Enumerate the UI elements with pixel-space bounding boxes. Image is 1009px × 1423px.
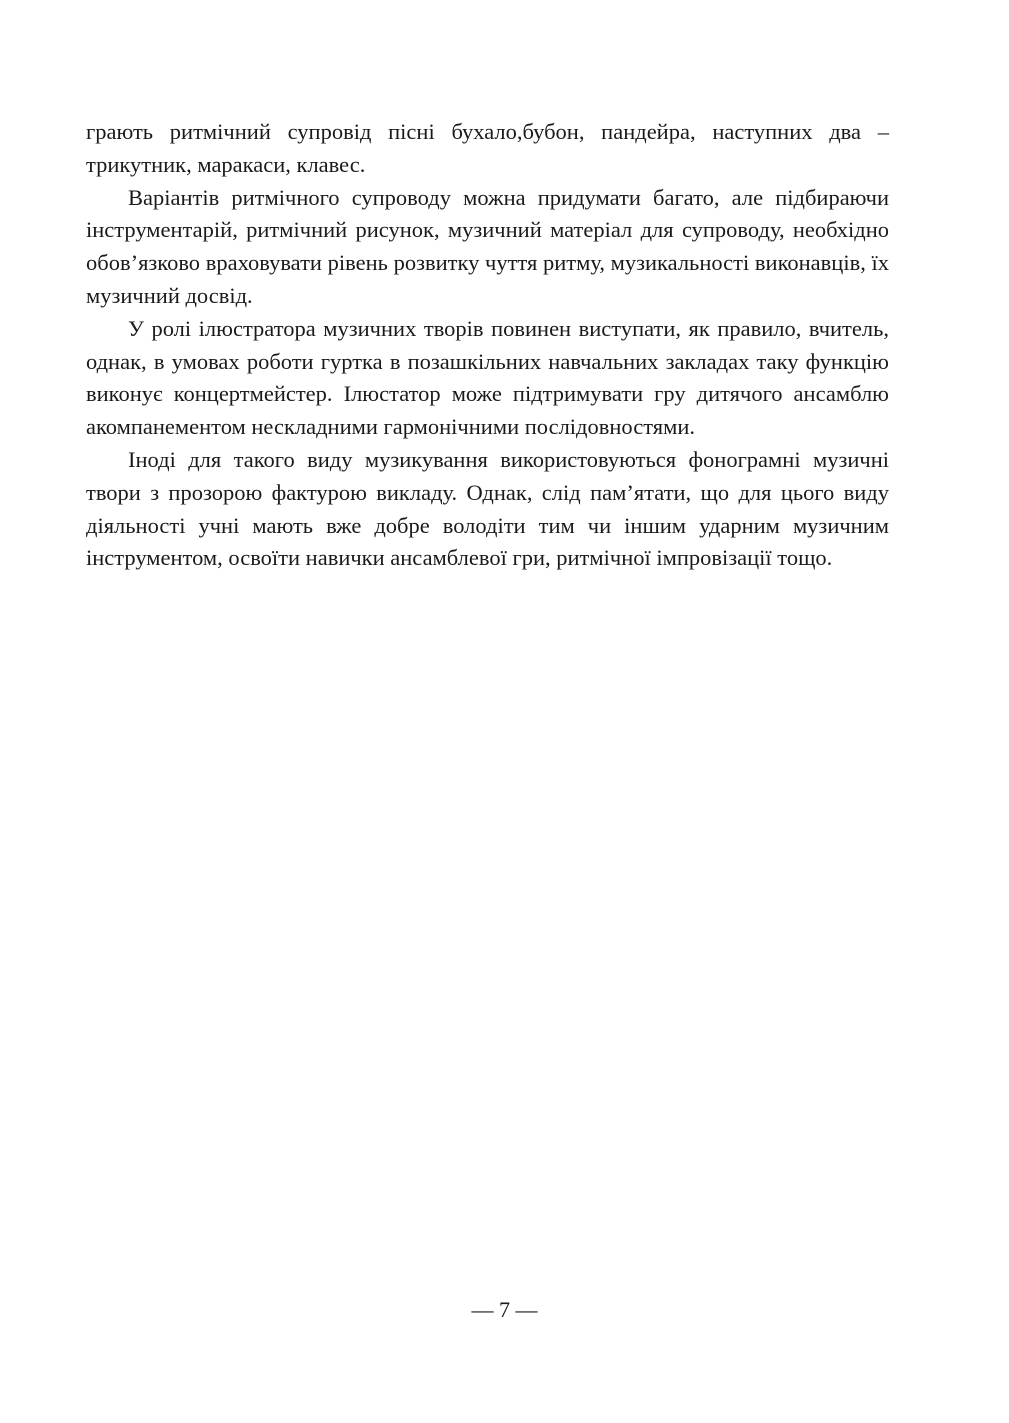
- paragraph-3: У ролі ілюстратора музичних творів повинен виступати, як правило, вчитель, однак, в умовах роботи гуртка в позашкільних навчальних закладах таку функцію виконує концертмейстер. Ілюстатор може підтримувати гру дитячого ансамблю акомпанементом нескладними гармонічними послідовностями.: [86, 315, 889, 440]
- body-text: [86, 116, 889, 575]
- paragraph-1: грають ритмічний супровід пісні бухало,бубон, пандейра, наступних два – трикутник, маракаси, клавес.: [86, 119, 889, 177]
- paragraph-2: Варіантів ритмічного супроводу можна придумати багато, але підбираючи інструментарій, ритмічний рисунок, музичний матеріал для супроводу, необхідно обов’язково враховувати рівень розвитку чуття ритму, музикальності виконавців, їх музичний досвід.: [86, 184, 889, 308]
- paragraph-4: Іноді для такого виду музикування використовуються фонограмні музичні твори з прозорою фактурою викладу. Однак, слід пам’ятати, що для цього виду діяльності учні мають вже добре володіти тим чи іншим ударним музичним інструментом, освоїти навички ансамблевої гри, ритмічної імпровізації тощо.: [86, 446, 889, 571]
- page-number: — 7 —: [471, 1297, 538, 1322]
